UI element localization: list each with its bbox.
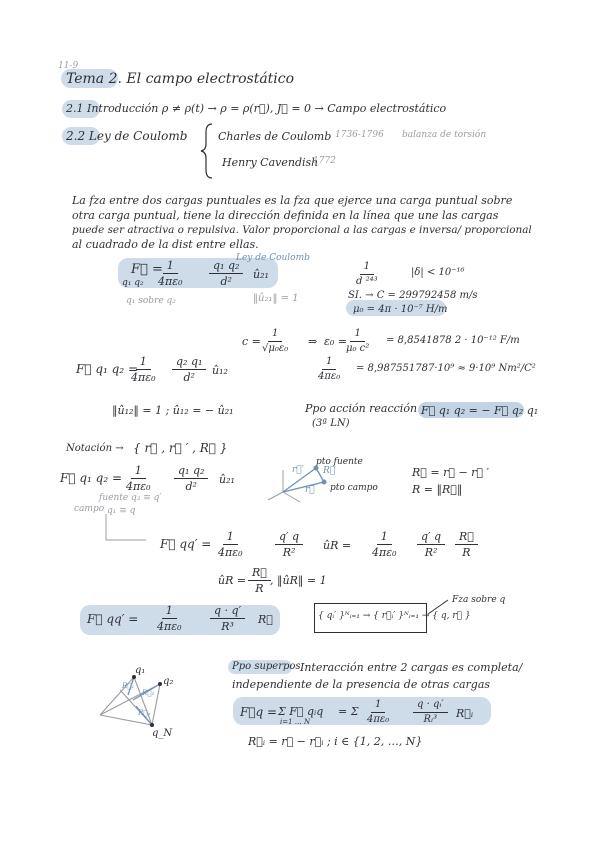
superpos-title: Ppo superpos. [232,661,304,672]
field-point [322,480,327,485]
sp-frac-q: $\frac{\text{q · qᵢ′}}{\text{Rᵢ³}}$ [413,700,448,725]
boxed-content: { qᵢ′ }ᴺᵢ₌₁ → { r⃗ᵢ′ }ᴺᵢ₌₁ → { q, r⃗ } [318,611,471,621]
c-eq: c = [242,335,261,348]
n-R-norm: R = ‖R⃗‖ [412,483,463,496]
si-c: SI. → C = 299792458 m/s [348,290,478,301]
eps0-lhs: ε₀ = [324,335,348,348]
n-R-def: R⃗ = r⃗ − r⃗ ′ [412,466,490,479]
coulomb-note: balanza de torsión [402,130,487,140]
diag-q1: q₁ [135,665,146,676]
sp-frac-k: $\frac{1}{\text{4πε₀}}$ [367,699,390,725]
c-frac: $\frac{1}{\text{√μ₀ε₀}}$ [262,328,289,354]
sp-Ri-def: R⃗ᵢ = r⃗ − r⃗ᵢ ; i ∈ {1, 2, …, N} [248,735,423,748]
n-campo: campo [74,504,105,514]
f2-unit-vector: û₁₂ [212,364,228,377]
f1-frac-k: $\frac{1}{\text{4πε₀}}$ [158,259,183,288]
paragraph-line-4: al cuadrado de la dist entre ellas. [72,238,259,251]
eps0-frac: $\frac{1}{\text{μ₀ c²}}$ [346,328,370,354]
brace-mark [201,124,212,178]
diag-RN: R⃗ₙ [138,709,151,717]
c-arrow: ⇒ [308,335,318,348]
f2-frac-q: $\frac{\text{q₂ q₁}}{\text{d²}}$ [172,356,206,383]
f3-lhs: F⃗ qq′ = [160,537,212,551]
f1-q1-on-q2: q₁ sobre q₂ [126,296,176,306]
notation-label: Notación → [66,443,124,454]
f4-lhs: F⃗ qq′ = [87,612,139,626]
cavendish-name: Henry Cavendish [222,156,319,169]
f1-unit-vector: û₂₁ [253,268,269,281]
f4-frac-q: $\frac{q \cdot q'}{\text{R³}}$ [210,605,245,632]
coulomb-name: Charles de Coulomb [218,130,332,143]
paragraph-line-2: otra carga puntual, tiene la dirección definida en la línea que une las cargas [72,209,499,222]
superpos-text-2: independiente de la presencia de otras cargas [232,678,491,691]
order-value: |δ| < 10⁻¹⁶ [411,267,465,278]
paragraph-line-3: puede ser atractiva o repulsiva. Valor proporcional a las cargas e inversa/ proporcional [72,224,532,236]
sp-sum1: Σ F⃗ qᵢq [278,705,324,718]
sp-lhs: F⃗q = [240,705,278,719]
n-diag-R: R⃗ [323,466,336,476]
f1-norm: ‖û₂₁‖ = 1 [253,293,299,304]
page-title: Tema 2. El campo electrostático [66,71,295,87]
sp-R: R⃗ᵢ [456,707,474,720]
eps0-value: = 8,8541878 2 · 10⁻¹² F/m [386,335,520,346]
sp-sum-limits: i=1 … N [280,718,311,726]
coulomb-years: 1736-1796 [335,130,384,140]
boxed-note: Fza sobre q [452,595,506,605]
n-lhs: F⃗ q₁ q₂ = [60,471,123,485]
order-frac: $\frac{1}{\text{d ²⁴³}}$ [356,261,378,287]
diag-R2: R⃗₂ [142,689,155,697]
f3-frac-k: $\frac{1}{\text{4πε₀}}$ [218,530,243,559]
section-2-1: 2.1 Introducción ρ ≠ ρ(t) → ρ = ρ(r⃗), J⃗ = 0 → Campo electrostático [66,102,447,115]
uR-frac: $\frac{R⃗}{R}$ [248,567,271,594]
superpos-text-1: Interacción entre 2 cargas es completa/ [300,661,523,674]
diag-qN: q_N [152,728,173,739]
f1-frac-q: $\frac{\text{q₁ q₂}}{\text{d²}}$ [209,260,243,287]
f3-frac-k2: $\frac{1}{\text{4πε₀}}$ [372,530,397,559]
uR-lhs: ûR = [218,574,247,587]
n-frac-q: $\frac{\text{q₁ q₂}}{\text{d²}}$ [174,465,208,492]
f2-ppo-sub: (3ª LN) [312,418,350,429]
f1-lhs-sub: q₁ q₂ [122,278,144,288]
f1-lhs: F⃗ = [131,262,163,277]
uR-norm: , ‖ûR‖ = 1 [270,574,327,587]
n-frac-k: $\frac{1}{\text{4πε₀}}$ [126,464,151,493]
n-pto-campo: pto campo [330,483,378,493]
f2-norm: ‖û₁₂‖ = 1 ; û₁₂ = − û₂₁ [112,404,234,417]
f3-frac-q2: $\frac{q' q}{\text{R²}}$ [417,531,445,558]
f2-lhs: F⃗ q₁ q₂ = [76,362,139,376]
diag-R1: R⃗₁ [122,682,135,690]
f1-ley-label: Ley de Coulomb [236,253,310,263]
n-diag-r: r⃗ [305,485,315,495]
paragraph-line-1: La fza entre dos cargas puntuales es la fza que ejerce una carga puntual sobre [72,194,513,207]
section-2-2: 2.2 Ley de Coulomb [66,129,188,143]
mu0-value: μ₀ = 4π · 10⁻⁷ H/m [353,304,448,315]
notation-arrow [106,514,146,540]
f3-frac-q: $\frac{q' q}{\text{R²}}$ [275,531,303,558]
k-value: = 8,987551787·10⁹ ≈ 9·10⁹ Nm²/C² [356,363,536,374]
sp-eq2: = Σ [338,705,359,718]
n-unit-vector: û₂₁ [219,473,235,486]
n-pto-fuente: pto fuente [316,457,363,467]
n-diag-rp: r⃗′ [292,465,304,475]
f3-frac-R: $\frac{R⃗}{R}$ [455,531,478,558]
cavendish-year: 1772 [313,156,336,166]
n-q1q: q₁ ≡ q [107,506,136,516]
diag-q2: q₂ [163,676,174,687]
f4-frac-k: $\frac{1}{\text{4πε₀}}$ [157,604,182,633]
f2-frac-k: $\frac{1}{\text{4πε₀}}$ [131,355,156,384]
notation-set: { r⃗ , r⃗ ′ , R⃗ } [133,441,228,455]
k-frac: $\frac{1}{\text{4πε₀}}$ [318,356,341,382]
f2-result: F⃗ q₁ q₂ = − F⃗ q₂ q₁ [421,404,539,417]
page-tag: 11-9 [58,61,79,71]
n-fuente: fuente q₂ ≡ q′ [99,493,162,503]
f3-unit: ûR = [323,539,352,552]
f2-ppo: Ppo acción reacción [305,402,418,415]
f4-R: R⃗ [258,613,273,626]
